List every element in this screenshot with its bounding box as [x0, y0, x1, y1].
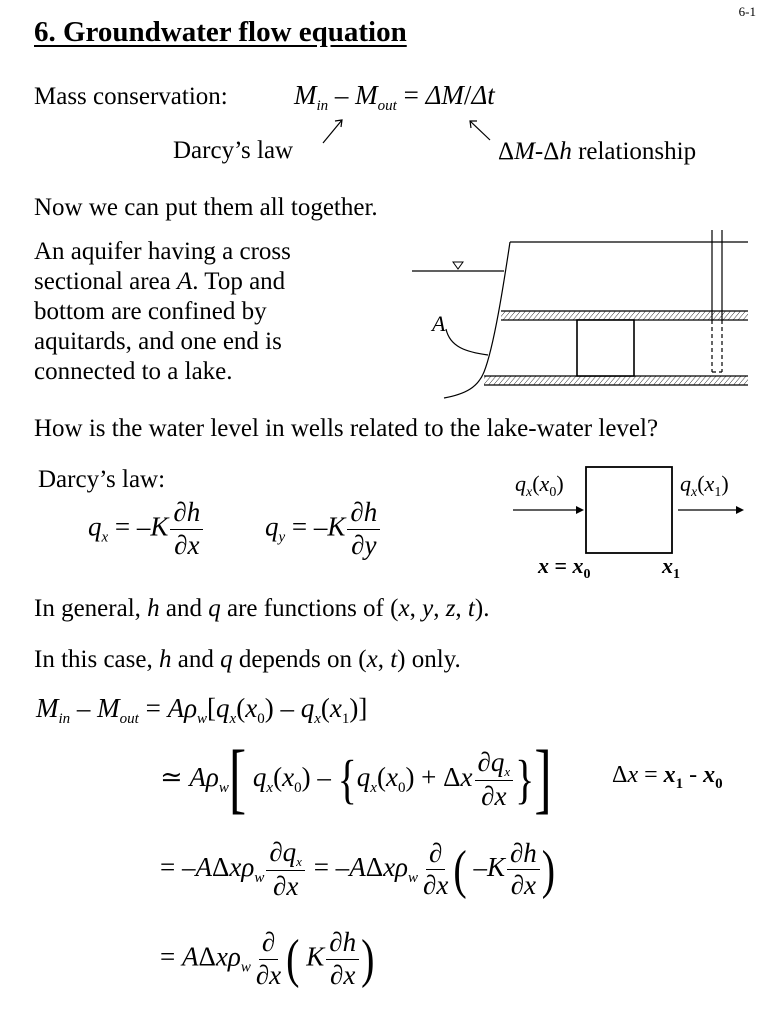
water-level-icon: [453, 262, 463, 269]
intro-text: Now we can put them all together.: [34, 194, 378, 221]
darcy-heading: Darcy’s law:: [38, 466, 166, 493]
aquifer-line-2: sectional area A. Top and: [34, 268, 286, 295]
control-volume-diagram: [500, 458, 760, 588]
case-statement: In this case, h and q depends on (x, t) only.: [34, 646, 461, 673]
darcy-law-label: Darcy’s law: [173, 137, 294, 164]
aquifer-description: [34, 237, 291, 387]
delta-x-definition: $\Delta x = x_1 - x_0$: [612, 762, 723, 792]
page-title: 6. Groundwater flow equation: [34, 16, 407, 48]
darcy-equation-x: $q_x = -K$ $\frac{\partial h}{\partial x}$: [88, 498, 205, 560]
relationship-word: relationship: [578, 138, 697, 165]
mass-conservation-label: Mass conservation:: [34, 83, 228, 110]
general-statement: In general, h and q are functions of (x, y, z, t).: [34, 595, 490, 622]
dm-dh-relationship: ΔM-Δh relationship: [498, 138, 697, 165]
mass-conservation-equation: $M_{in} - M_{out} = \Delta M/\Delta t$: [294, 80, 495, 114]
aquifer-line-5: connected to a lake.: [34, 358, 233, 385]
svg-text:x1: $x_1$: [662, 553, 680, 582]
aquifer-line-4: aquitards, and one end is: [34, 328, 282, 355]
derivation-line-3: = –AΔxρ$_w$ $\frac{\partial qx}{\partial x}$ = –AΔxρ$_w$ $\frac{\partial}{\partial x}$ ( –K $\frac{\partial h}{\partial x}$ ): [160, 837, 556, 902]
derivation-line-4: = AΔxρ$_w$ $\frac{\partial}{\partial x}$ ( K $\frac{\partial h}{\partial x}$ ): [160, 927, 375, 990]
page-number: 6-1: [738, 4, 756, 19]
svg-text:qx(x0): $q_x(x_0)$: [515, 471, 564, 500]
derivation-line-1: $M_{in} - M_{out} = A\rho_w[q_x(x_0) - q_x(x_1)]$: [36, 693, 368, 727]
question-text: How is the water level in wells related to the lake-water level?: [34, 415, 659, 442]
aquifer-line-3: bottom are confined by: [34, 298, 267, 325]
area-label-A: A: [432, 311, 446, 336]
derivation-line-2: ≃ $A\rho_w$[ $q_x(x_0) - \{q_x(x_0) + \Delta x$ $\frac{\partial qx}{\partial x}$ }]: [160, 737, 552, 823]
aquifer-line-1: An aquifer having a cross: [34, 238, 291, 265]
equation-arrows: [0, 0, 768, 200]
aquifer-diagram: [400, 222, 760, 408]
svg-text:qx(x1): $q_x(x_1)$: [680, 471, 729, 500]
svg-text:x = x0: $x = x_0$: [538, 553, 591, 582]
darcy-equation-y: $q_y = -K$ $\frac{\partial h}{\partial y}$: [265, 498, 382, 560]
